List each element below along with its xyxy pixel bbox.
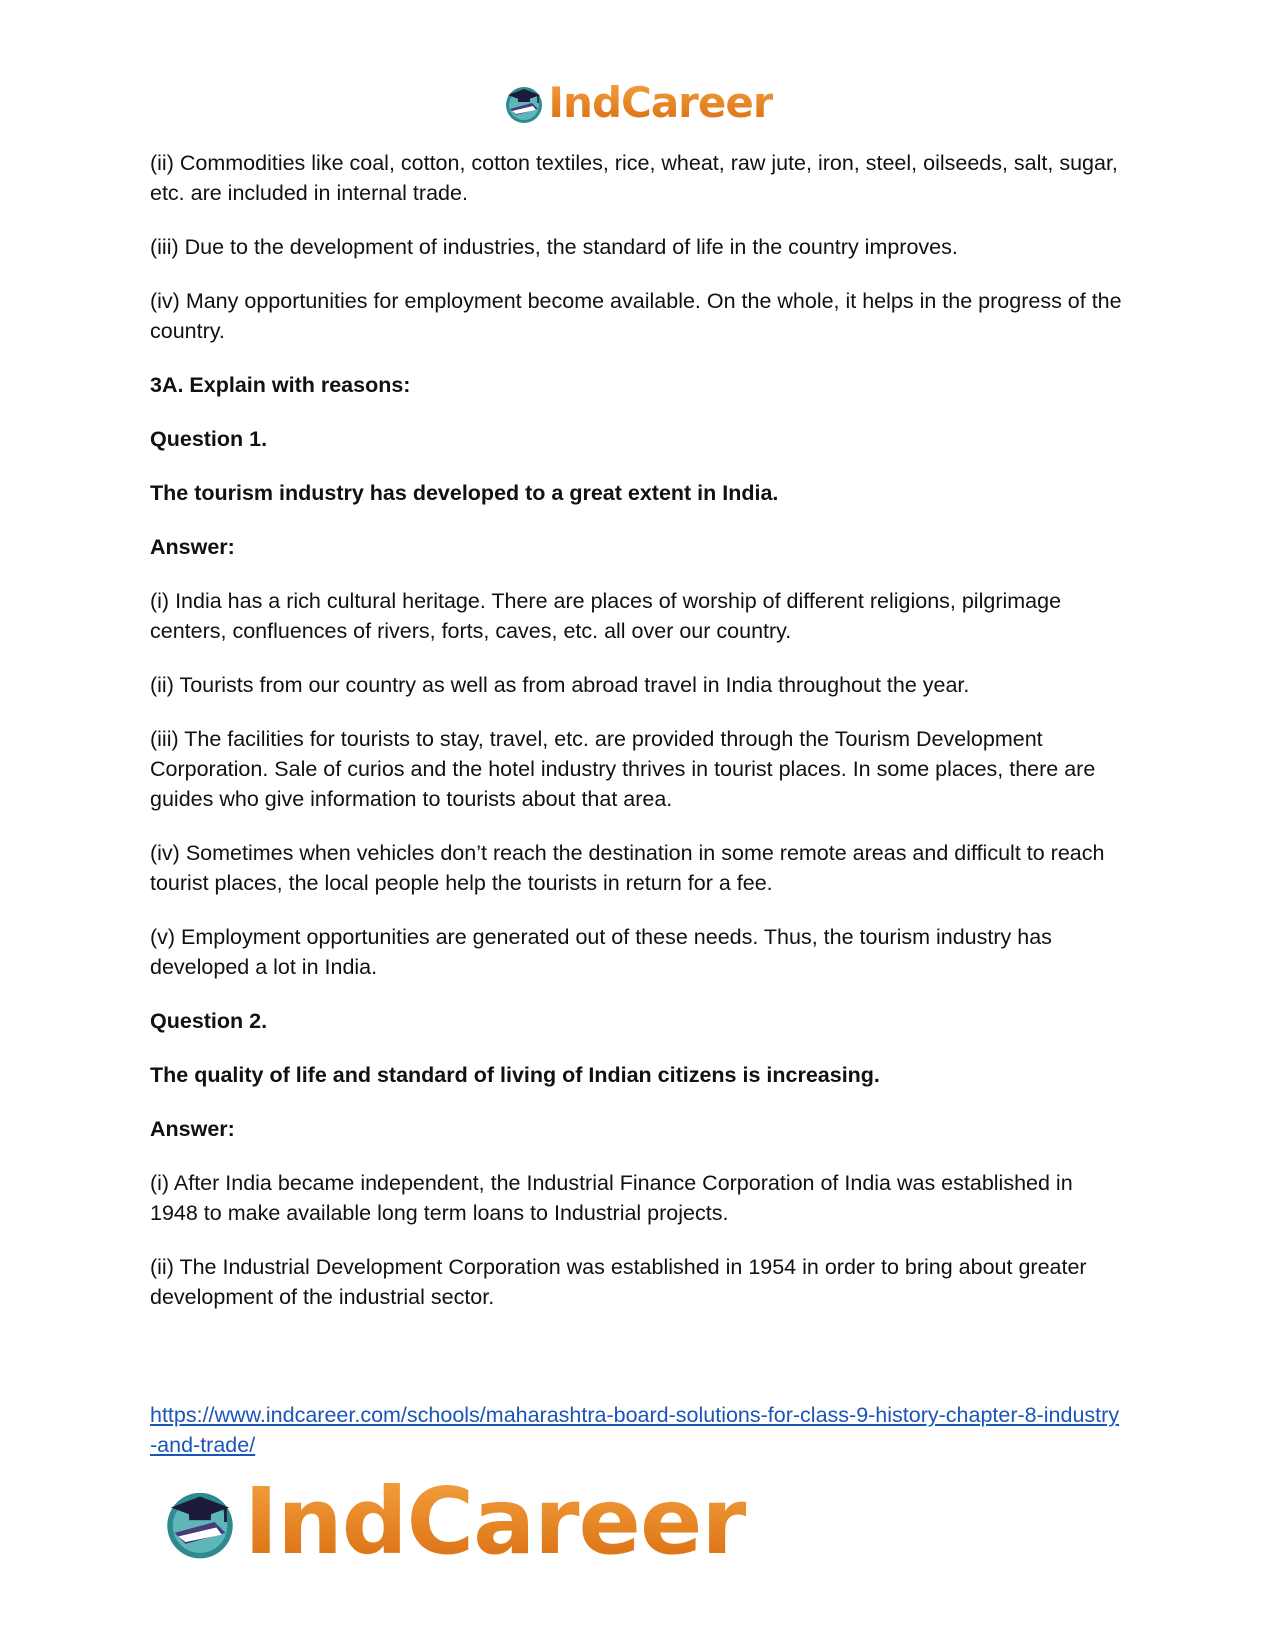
- question-text: The tourism industry has developed to a great extent in India.: [150, 481, 779, 505]
- paragraph: (i) India has a rich cultural heritage. There are places of worship of different religions, pilgrimage centers, confluences of rivers, forts, caves, etc. all over our country.: [150, 589, 1062, 643]
- answer-label: Answer:: [150, 535, 235, 559]
- document-body: [150, 148, 1125, 1336]
- question-label: Question 2.: [150, 1009, 268, 1033]
- paragraph: (i) After India became independent, the Industrial Finance Corporation of India was established in 1948 to make available long term loans to Industrial projects.: [150, 1171, 1073, 1225]
- answer-label: Answer:: [150, 1117, 235, 1141]
- question-label: Question 1.: [150, 427, 268, 451]
- header-logo: [0, 80, 1275, 126]
- graduation-book-icon: [502, 81, 546, 125]
- logo-text: IndCareer: [244, 1468, 746, 1575]
- question-text: The quality of life and standard of living of Indian citizens is increasing.: [150, 1063, 880, 1087]
- paragraph: (iii) Due to the development of industries, the standard of life in the country improves.: [150, 235, 958, 259]
- paragraph: (ii) Tourists from our country as well as from abroad travel in India throughout the year.: [150, 673, 970, 697]
- paragraph: (ii) Commodities like coal, cotton, cotton textiles, rice, wheat, raw jute, iron, steel, oilseeds, salt, sugar, etc. are included in internal trade.: [150, 151, 1118, 205]
- paragraph: (iii) The facilities for tourists to stay, travel, etc. are provided through the Tourism Development Corporation. Sale of curios and the hotel industry thrives in tourist places. In some places, there are guides who give information to tourists about that area.: [150, 727, 1096, 811]
- paragraph: (iv) Sometimes when vehicles don’t reach the destination in some remote areas and difficult to reach tourist places, the local people help the tourists in return for a fee.: [150, 841, 1105, 895]
- logo-text: IndCareer: [548, 78, 773, 127]
- paragraph: (ii) The Industrial Development Corporation was established in 1954 in order to bring about greater development of the industrial sector.: [150, 1255, 1087, 1309]
- graduation-book-icon: [160, 1482, 240, 1562]
- paragraph: (v) Employment opportunities are generated out of these needs. Thus, the tourism industry has developed a lot in India.: [150, 925, 1052, 979]
- source-link[interactable]: https://www.indcareer.com/schools/maharashtra-board-solutions-for-class-9-history-chapter-8-industry-and-trade/: [150, 1403, 1120, 1457]
- paragraph: (iv) Many opportunities for employment become available. On the whole, it helps in the progress of the country.: [150, 289, 1122, 343]
- footer-logo: [160, 1468, 746, 1575]
- section-heading: 3A. Explain with reasons:: [150, 373, 411, 397]
